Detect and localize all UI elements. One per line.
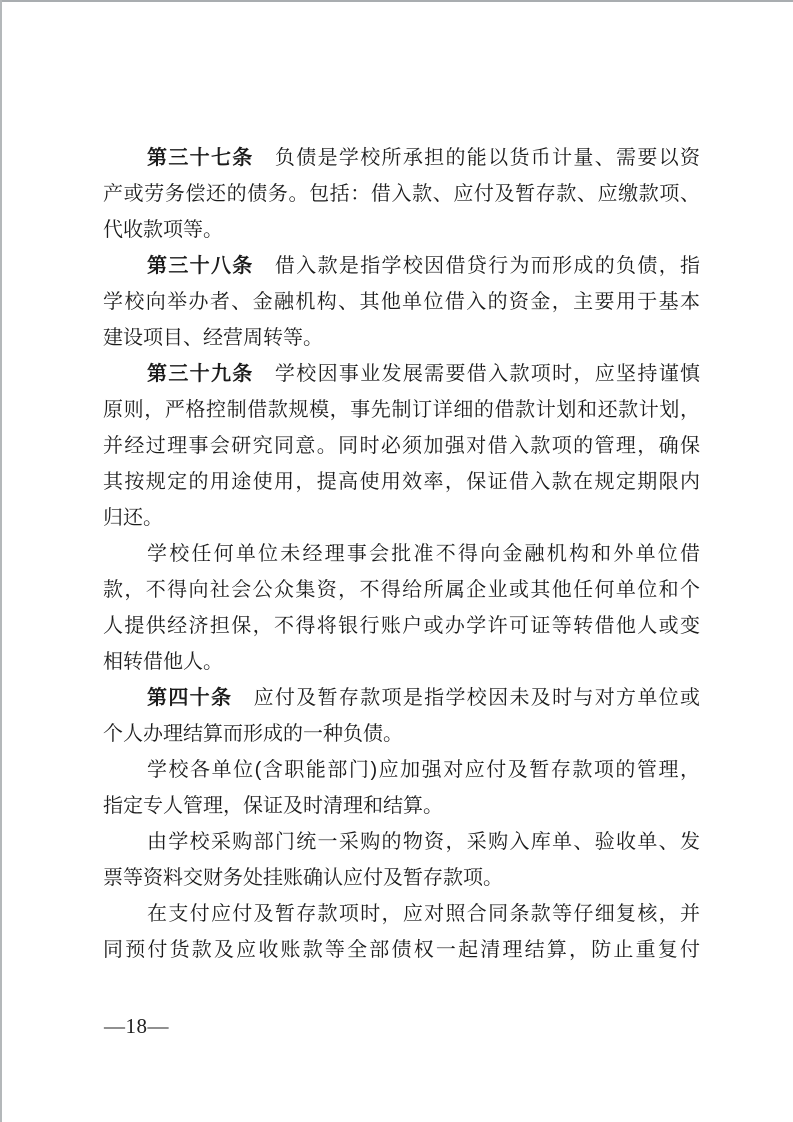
scan-edge-left [0,0,2,1122]
line-text: 票等资料交财务处挂账确认应付及暂存款项。 [103,867,503,889]
text-line [103,716,700,752]
line-text: 学校各单位(含职能部门)应加强对应付及暂存款项的管理， [147,759,700,781]
article-number: 第三十七条 [147,147,254,169]
line-text: 学校任何单位未经理事会批准不得向金融机构和外单位借 [147,543,700,565]
article-number: 第三十九条 [147,363,254,385]
text-line [103,212,700,248]
text-line [103,572,700,608]
line-text: 人提供经济担保，不得将银行账户或办学许可证等转借他人或变 [103,615,700,637]
text-line [103,464,700,500]
document-text-block [103,140,700,968]
line-text: 在支付应付及暂存款项时，应对照合同条款等仔细复核，并 [147,903,700,925]
text-line [103,788,700,824]
page-number: —18— [104,1014,169,1038]
line-text: 其按规定的用途使用，提高使用效率，保证借入款在规定期限内 [103,471,700,493]
text-line [103,248,700,284]
article-number: 第三十八条 [147,255,254,277]
text-line [103,284,700,320]
line-text: 由学校采购部门统一采购的物资，采购入库单、验收单、发 [147,831,700,853]
scan-edge-top [0,0,793,2]
line-text: 学校向举办者、金融机构、其他单位借入的资金，主要用于基本 [103,291,700,313]
line-text: 借入款是指学校因借贷行为而形成的负债，指 [253,255,701,277]
line-text: 原则，严格控制借款规模，事先制订详细的借款计划和还款计划， [103,399,700,421]
text-line [103,176,700,212]
text-line [103,500,700,536]
text-line [103,140,700,176]
line-text: 并经过理事会研究同意。同时必须加强对借入款项的管理，确保 [103,435,700,457]
text-line [103,608,700,644]
text-line [103,428,700,464]
line-text: 建设项目、经营周转等。 [103,327,323,349]
line-text: 产或劳务偿还的债务。包括：借入款、应付及暂存款、应缴款项、 [103,183,700,205]
line-text: 相转借他人。 [103,651,223,673]
line-text: 同预付货款及应收账款等全部债权一起清理结算，防止重复付 [103,939,700,961]
line-text: 负债是学校所承担的能以货币计量、需要以资 [253,147,701,169]
text-line [103,392,700,428]
text-line [103,644,700,680]
text-line [103,896,700,932]
text-line [103,860,700,896]
line-text: 学校因事业发展需要借入款项时，应坚持谨慎 [253,363,701,385]
text-line [103,356,700,392]
text-line [103,536,700,572]
text-line [103,752,700,788]
text-line [103,680,700,716]
text-line [103,824,700,860]
line-text: 个人办理结算而形成的一种负债。 [103,723,403,745]
line-text: 归还。 [103,507,163,529]
text-line [103,320,700,356]
line-text: 指定专人管理，保证及时清理和结算。 [103,795,443,817]
line-text: 代收款项等。 [103,219,223,241]
text-line [103,932,700,968]
line-text: 款，不得向社会公众集资，不得给所属企业或其他任何单位和个 [103,579,700,601]
article-number: 第四十条 [147,687,233,709]
line-text: 应付及暂存款项是指学校因未及时与对方单位或 [232,687,701,709]
